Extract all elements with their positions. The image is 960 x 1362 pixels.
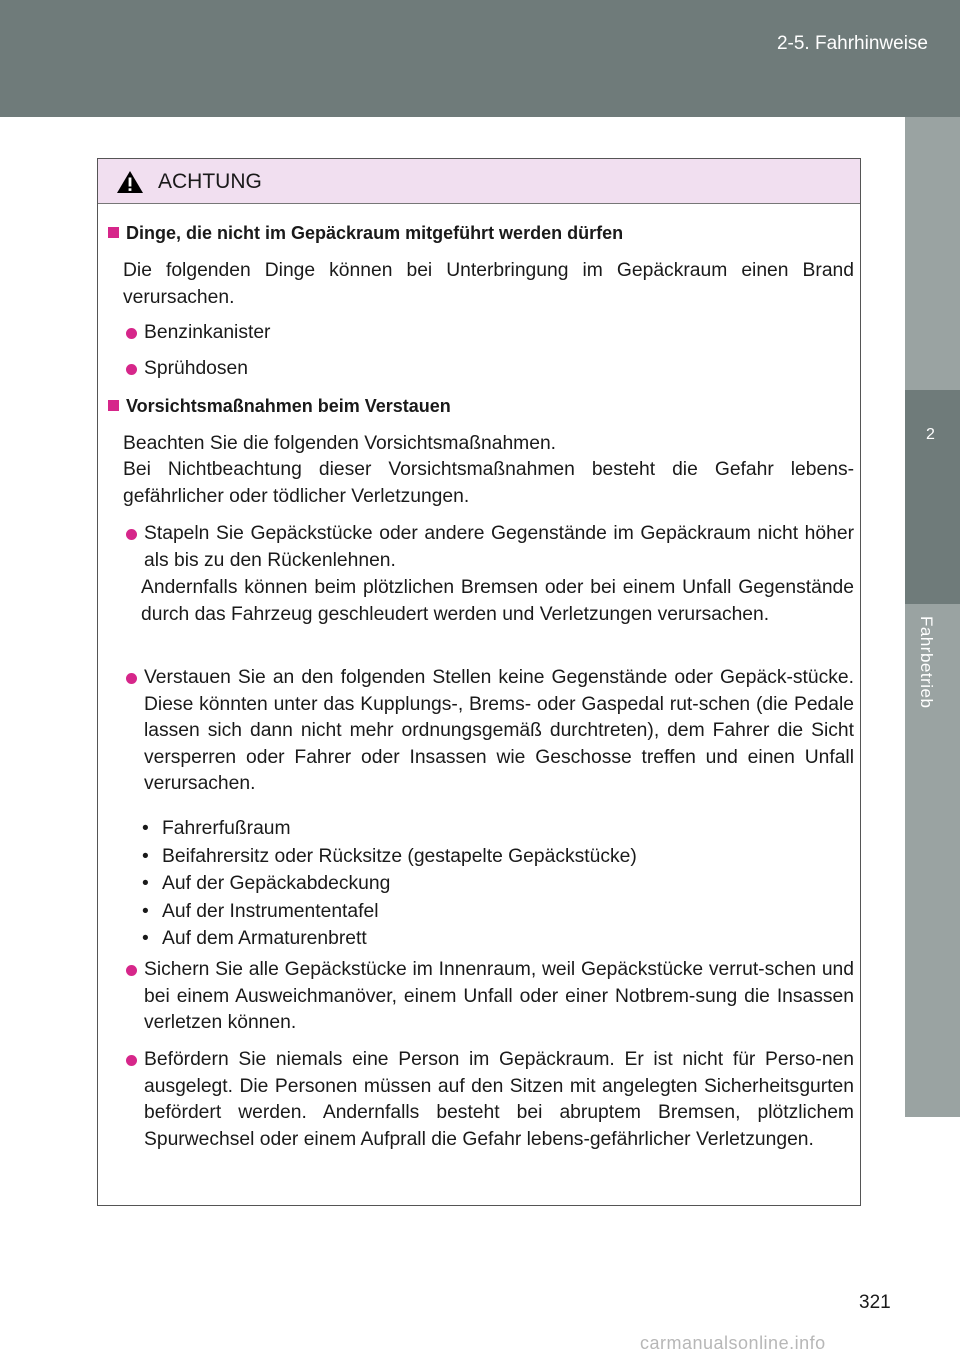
paragraph-precautions-intro: Beachten Sie die folgenden Vorsichtsmaßnahmen. [123, 433, 557, 454]
chapter-number: 2 [926, 426, 935, 443]
bullet-dot-icon [126, 965, 137, 976]
heading-stowing-precautions: Vorsichtsmaßnahmen beim Verstauen [108, 396, 451, 417]
list-item-spray-can: Sprühdosen [123, 356, 854, 383]
chapter-label: Fahrbetrieb [917, 616, 936, 709]
list-item-fuel-can: Benzinkanister [123, 320, 854, 347]
paragraph-precautions-risk: Bei Nichtbeachtung dieser Vorsichtsmaßnahmen besteht die Gefahr lebens-gefährlicher oder tödlicher Verletzungen. [123, 459, 854, 507]
bullet-dot-icon [126, 1055, 137, 1066]
watermark: carmanualsonline.info [640, 1333, 826, 1353]
section-title: 2-5. Fahrhinweise [776, 33, 928, 54]
chapter-side-tab [905, 117, 960, 1117]
chapter-number-tab [905, 390, 960, 604]
warning-label: ACHTUNG [158, 170, 262, 193]
list-item-secure-luggage: Sichern Sie alle Gepäckstücke im Innenraum, weil Gepäckstücke verrut-schen und bei einem Ausweichmanöver, einem Unfall oder einer Notbrem-sung die Insassen verletzen können. [123, 957, 854, 1037]
list-item-no-passengers: Befördern Sie niemals eine Person im Gepäckraum. Er ist nicht für Perso-nen ausgelegt. Die Personen müssen auf den Sitzen mit angelegten Sicherheitsgurten befördert werden. Andernfalls besteht bei abruptem Bremsen, plötzlichem Spurwechsel oder einem Aufprall die Gefahr lebens-gefährlicher Verletzungen. [123, 1047, 854, 1153]
chapter-label-tab [905, 604, 960, 1117]
paragraph-fire-risk: Die folgenden Dinge können bei Unterbringung im Gepäckraum einen Brand verursachen. [123, 260, 854, 308]
warning-header [98, 159, 860, 204]
warning-box: ACHTUNG Dinge, die nicht im Gepäckraum mitgeführt werden dürfen Die folgenden Dinge können bei Unterbringung im Gepäckraum einen Brand verursachen. Benzinkanister Sprühdosen Vorsichtsmaßnahmen beim Verstauen Beachten Sie die folgenden Vorsichtsmaßnahmen. Bei Nichtbeachtung dieser Vorsichtsmaßnahmen besteht die Gefahr lebens-gefährlicher oder tödlicher Verletzungen. Stapeln Sie Gepäckstücke oder andere Gegenstände im Gepäckraum nicht höher als bis zu den Rückenlehnen. Andernfalls können beim plötzlichen Bremsen oder bei einem Unfall Gegenstände durch das Fahrzeug geschleudert werden und Verletzungen verursachen. Verstauen Sie an den folgenden Stellen keine Gegenstände oder Gepäck-stücke. Diese könnten unter das Kupplungs-, Brems- oder Gaspedal rut-schen (die Pedale lassen sich dann nicht mehr ordnungsgemäß durchtreten), dem Fahrer die Sicht versperren oder Fahrer oder Insassen wie Geschosse treffen und einen Unfall verursachen. • Fahrerfußraum • Beifahrersitz oder Rücksitze (gestapelte Gepäckstücke) • Auf der Gepäckabdeckung • Auf der Instrumententafel • Auf dem Armaturenbrett Sichern Sie alle Gepäckstücke im Innenraum, weil Gepäckstücke verrut-schen und bei einem Ausweichmanöver, einem Unfall oder einer Notbrem-sung die Insassen verletzen können. Befördern Sie niemals eine Person im Gepäckraum. Er ist nicht für Perso-nen ausgelegt. Die Personen müssen auf den Sitzen mit angelegten Sicherheitsgurten befördert werden. Andernfalls besteht bei abruptem Bremsen, plötzlichem Spurwechsel oder einem Aufprall die Gefahr lebens-gefährlicher Verletzungen. [97, 158, 861, 1206]
list-item-stowing-locations: Verstauen Sie an den folgenden Stellen keine Gegenstände oder Gepäck-stücke. Diese könnten unter das Kupplungs-, Brems- oder Gaspedal rut-schen (die Pedale lassen sich dann nicht mehr ordnungsgemäß durchtreten), dem Fahrer die Sicht versperren oder Fahrer oder Insassen wie Geschosse treffen und einen Unfall verursachen. [123, 665, 854, 798]
heading-square-icon [108, 227, 119, 238]
list-item-stack-height-consequence: Andernfalls können beim plötzlichen Bremsen oder bei einem Unfall Gegenstände durch das Fahrzeug geschleudert werden und Verletzungen verursachen. [141, 577, 854, 625]
bullet-dot-icon [126, 529, 137, 540]
side-tab-upper [905, 117, 960, 390]
heading-items-not-allowed: Dinge, die nicht im Gepäckraum mitgeführt werden dürfen [108, 223, 623, 244]
bullet-dot-icon [126, 364, 137, 375]
warning-triangle-icon [116, 170, 144, 194]
bullet-dot-icon [126, 328, 137, 339]
top-header-band [0, 0, 960, 117]
bullet-dot-icon [126, 673, 137, 684]
list-item-stack-height: Stapeln Sie Gepäckstücke oder andere Gegenstände im Gepäckraum nicht höher als bis zu den Rückenlehnen. [123, 521, 854, 574]
heading-square-icon [108, 400, 119, 411]
page-number: 321 [859, 1292, 891, 1313]
